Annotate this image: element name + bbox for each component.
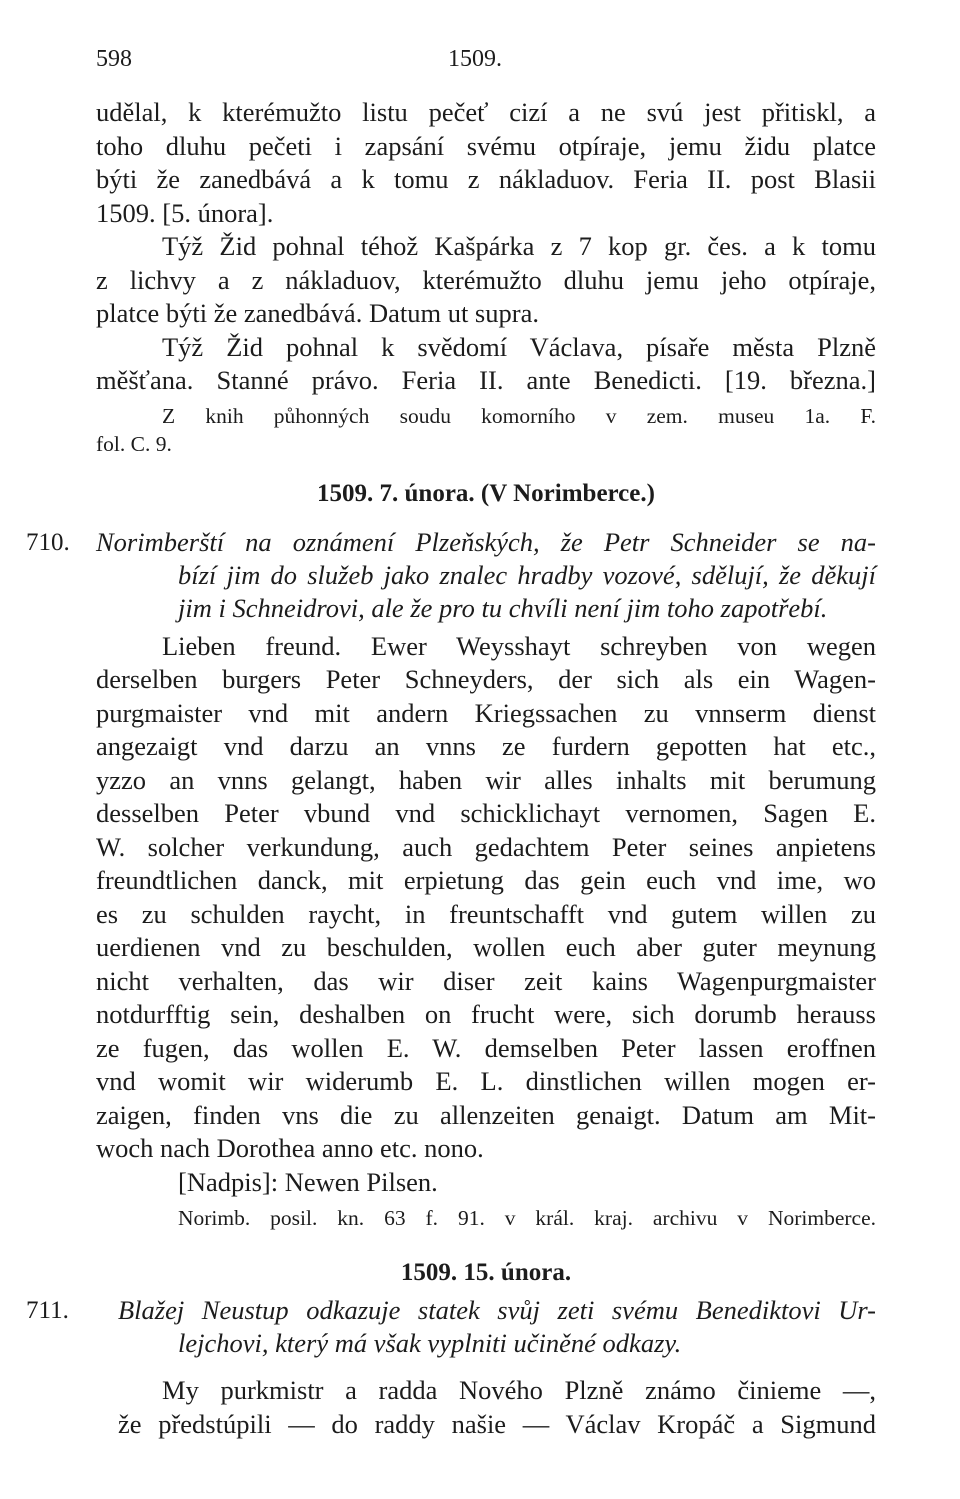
address-line: [Nadpis]: Newen Pilsen. xyxy=(178,1167,438,1197)
text-line: platce býti že zanedbává. Datum ut supra. xyxy=(96,298,539,328)
text-line: z lichvy a z nákladuov, kterémužto dluhu jemu jeho otpíraje, xyxy=(96,265,876,295)
source-note: Norimb. posil. kn. 63 f. 91. v král. kraj. archivu v Norimberce. xyxy=(178,1206,876,1230)
entry-number-711: 711. xyxy=(26,1297,69,1324)
entry-number-710: 710. xyxy=(26,529,70,556)
text-line: že předstúpili — do raddy našie — Václav Kropáč a Sigmund xyxy=(118,1409,876,1439)
text-line: toho dluhu pečeti i zapsání svému otpíraje, jemu židu platce xyxy=(96,131,876,161)
text-line: desselben Peter vbund vnd schicklichayt vernomen, Sagen E. xyxy=(96,798,876,828)
entry-summary: Norimberští na oznámení Plzeňských, že Petr Schneider se na- xyxy=(96,527,876,557)
entry-summary: jim i Schneidrovi, ale že pro tu chvíli není jim toho zapotřebí. xyxy=(178,593,828,623)
text-line: ze fugen, das wollen E. W. demselben Peter lassen eroffnen xyxy=(96,1033,876,1063)
text-line: uerdienen vnd zu beschulden, wollen euch aber guter meynung xyxy=(96,932,876,962)
page-number: 598 xyxy=(96,46,132,72)
text-line: udělal, k kterémužto listu pečeť cizí a ne svú jest přitiskl, a xyxy=(96,97,876,127)
text-line: My purkmistr a radda Nového Plzně známo činieme —, xyxy=(162,1375,876,1405)
text-line: býti že zanedbává a k tomu z nákladuov. Feria II. post Blasii xyxy=(96,164,876,194)
text-line: es zu schulden raycht, in freuntschafft vnd gutem willen zu xyxy=(96,899,876,929)
entry-summary: Blažej Neustup odkazuje statek svůj zeti svému Benediktovi Ur- xyxy=(118,1295,876,1325)
entry-heading-711: 1509. 15. února. xyxy=(400,1259,572,1286)
text-line: Týž Žid pohnal k svědomí Václava, písaře města Plzně xyxy=(162,332,876,362)
text-line: Lieben freund. Ewer Weysshayt schreyben von wegen xyxy=(162,631,876,661)
text-line: derselben burgers Peter Schneyders, der sich als ein Wagen- xyxy=(96,664,876,694)
text-line: vnd womit wir widerumb E. L. dinstlichen willen mogen er- xyxy=(96,1066,876,1096)
entry-summary: lejchovi, který má však vyplniti učiněné odkazy. xyxy=(178,1328,682,1358)
text-line: W. solcher verkundung, auch gedachtem Peter seines anpietens xyxy=(96,832,876,862)
text-line: nicht verhalten, das wir diser zeit kains Wagenpurgmaister xyxy=(96,966,876,996)
text-line: yzzo an vnns gelangt, haben wir alles inhalts mit berumung xyxy=(96,765,876,795)
entry-heading-710: 1509. 7. února. (V Norimberce.) xyxy=(317,480,655,507)
running-head-year: 1509. xyxy=(448,46,502,72)
text-line: freundtlichen danck, mit erpietung das gein euch vnd ime, wo xyxy=(96,865,876,895)
source-note: fol. C. 9. xyxy=(96,432,172,456)
text-line: 1509. [5. února]. xyxy=(96,198,274,228)
page-header xyxy=(96,46,876,76)
text-line: woch nach Dorothea anno etc. nono. xyxy=(96,1133,484,1163)
text-line: zaigen, finden vns die zu allenzeiten genaigt. Datum am Mit- xyxy=(96,1100,876,1130)
source-note: Z knih půhonných soudu komorního v zem. museu 1a. F. xyxy=(162,404,876,428)
text-line: notdurfftig sein, deshalben on frucht were, sich dorumb herauss xyxy=(96,999,876,1029)
entry-summary: bízí jim do služeb jako znalec hradby vozové, sdělují, že děkují xyxy=(178,560,876,590)
text-line: Týž Žid pohnal téhož Kašpárka z 7 kop gr. čes. a k tomu xyxy=(162,231,876,261)
text-line: měšťana. Stanné právo. Feria II. ante Benedicti. [19. března.] xyxy=(96,365,876,395)
text-line: purgmaister vnd mit andern Kriegssachen zu vnnserm dienst xyxy=(96,698,876,728)
text-line: angezaigt vnd darzu an vnns ze furdern gepotten hat etc., xyxy=(96,731,876,761)
